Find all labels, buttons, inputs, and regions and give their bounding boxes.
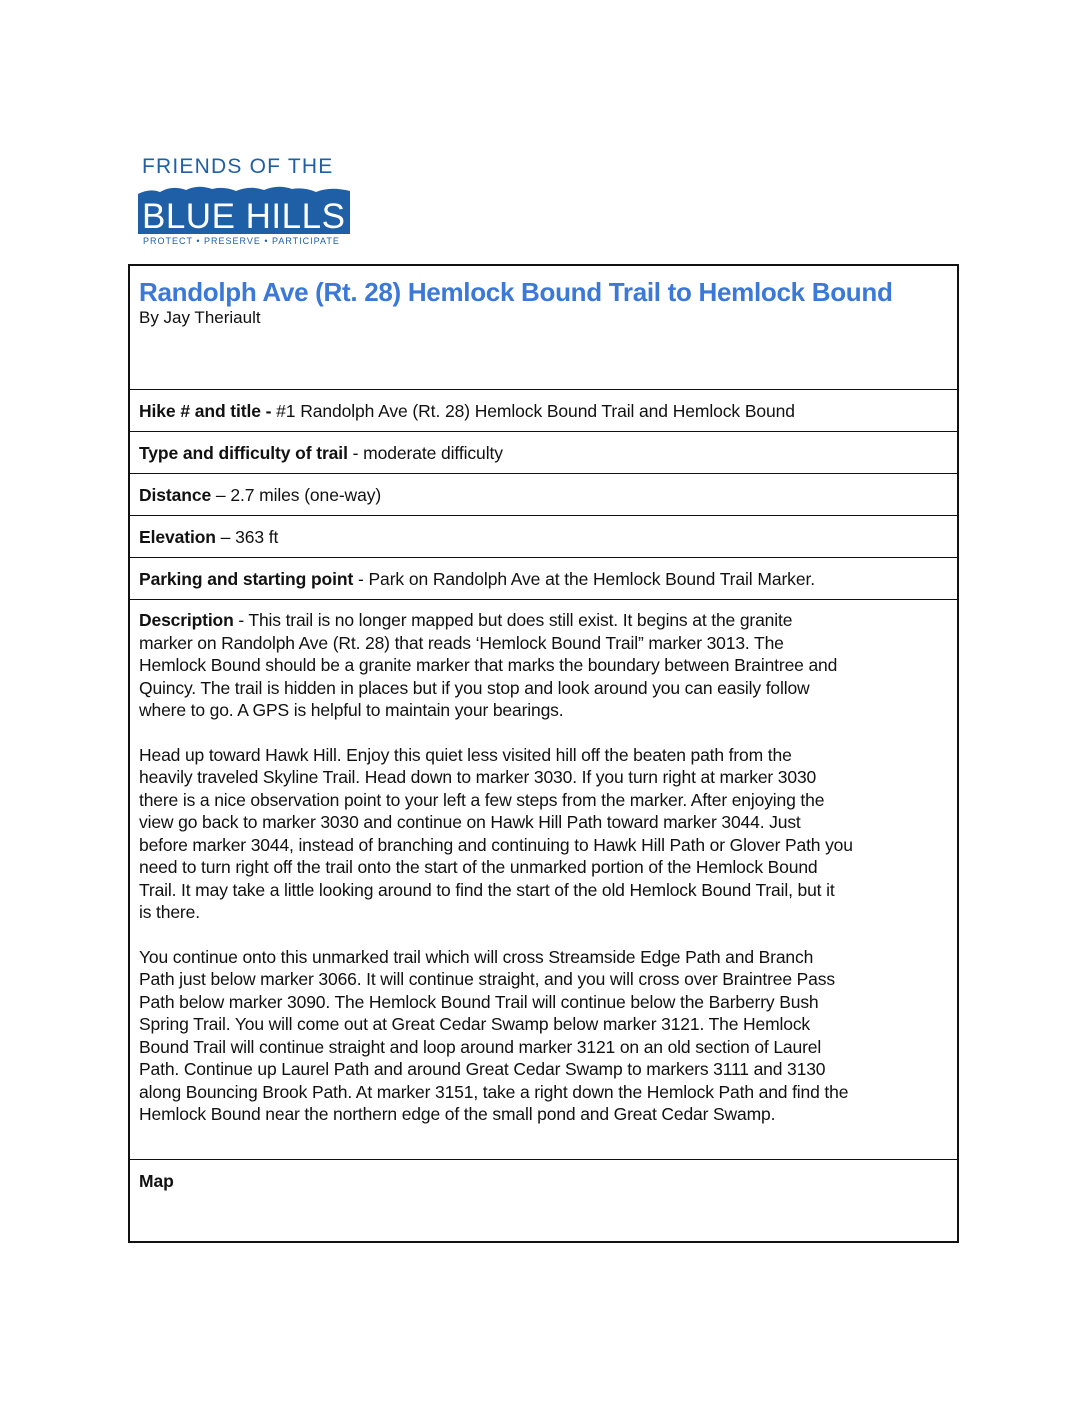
elevation-row (130, 516, 957, 558)
description (139, 609, 951, 1126)
description-row (130, 600, 957, 1160)
parking-row (130, 558, 957, 600)
distance-label: Distance (139, 485, 212, 505)
map-row (130, 1160, 957, 1241)
distance-value: – 2.7 miles (one-way) (211, 485, 382, 505)
hike-label: Hike # and title - (139, 401, 272, 421)
logo-tagline: PROTECT • PRESERVE • PARTICIPATE (143, 236, 340, 246)
logo-line2: BLUE HILLS (138, 198, 350, 234)
header-row (130, 266, 957, 390)
logo-line1: FRIENDS OF THE (142, 155, 334, 178)
parking-value: - Park on Randolph Ave at the Hemlock Bound Trail Marker. (353, 569, 815, 589)
hike-info-table (128, 264, 959, 1243)
distance-row (130, 474, 957, 516)
description-label: Description (139, 610, 234, 630)
hike-value: #1 Randolph Ave (Rt. 28) Hemlock Bound Trail and Hemlock Bound (271, 401, 795, 421)
type-row (130, 432, 957, 474)
elevation-value: – 363 ft (215, 527, 279, 547)
description-paragraph-3: You continue onto this unmarked trail which will cross Streamside Edge Path and Branch Path just below marker 3066. It will continue straight, and you will cross over Braintree Pass Path below marker 3090. The Hemlock Bound Trail will continue below the Barberry Bush Spring Trail. You will come out at Great Cedar Swamp below marker 3121. The Hemlock Bound Trail will continue straight and loop around marker 3121 on an old section of Laurel Path. Continue up Laurel Path and around Great Cedar Swamp to markers 3111 and 3130 along Bouncing Brook Path. At marker 3151, take a right down the Hemlock Path and find the Hemlock Bound near the northern edge of the small pond and Great Cedar Swamp. (139, 946, 849, 1124)
hike-title: Randolph Ave (Rt. 28) Hemlock Bound Trail to Hemlock Bound (139, 277, 893, 307)
author: By Jay Theriault (139, 308, 261, 327)
elevation-label: Elevation (139, 527, 216, 547)
parking-label: Parking and starting point (139, 569, 354, 589)
type-value: - moderate difficulty (347, 443, 503, 463)
friends-of-the-blue-hills-logo (138, 150, 350, 250)
hike-title-row (130, 390, 957, 432)
description-paragraph-2: Head up toward Hawk Hill. Enjoy this quiet less visited hill off the beaten path from the heavily traveled Skyline Trail. Head down to marker 3030. If you turn right at marker 3030 there is a nice observation point to your left a few steps from the marker. After enjoying the view go back to marker 3030 and continue on Hawk Hill Path toward marker 3044. Just before marker 3044, instead of branching and continuing to Hawk Hill Path or Glover Path you need to turn right off the trail onto the start of the unmarked portion of the Hemlock Bound Trail. It may take a little looking around to find the start of the old Hemlock Bound Trail, but it is there. (139, 744, 853, 922)
type-label: Type and difficulty of trail (139, 443, 348, 463)
map-label: Map (139, 1171, 174, 1191)
description-paragraph-1: Description - This trail is no longer mapped but does still exist. It begins at the granite marker on Randolph Ave (Rt. 28) that reads ‘Hemlock Bound Trail” marker 3013. The Hemlock Bound should be a granite marker that marks the boundary between Braintree and Quincy. The trail is hidden in places but if you stop and look around you can easily follow where to go. A GPS is helpful to maintain your bearings. (139, 610, 838, 720)
